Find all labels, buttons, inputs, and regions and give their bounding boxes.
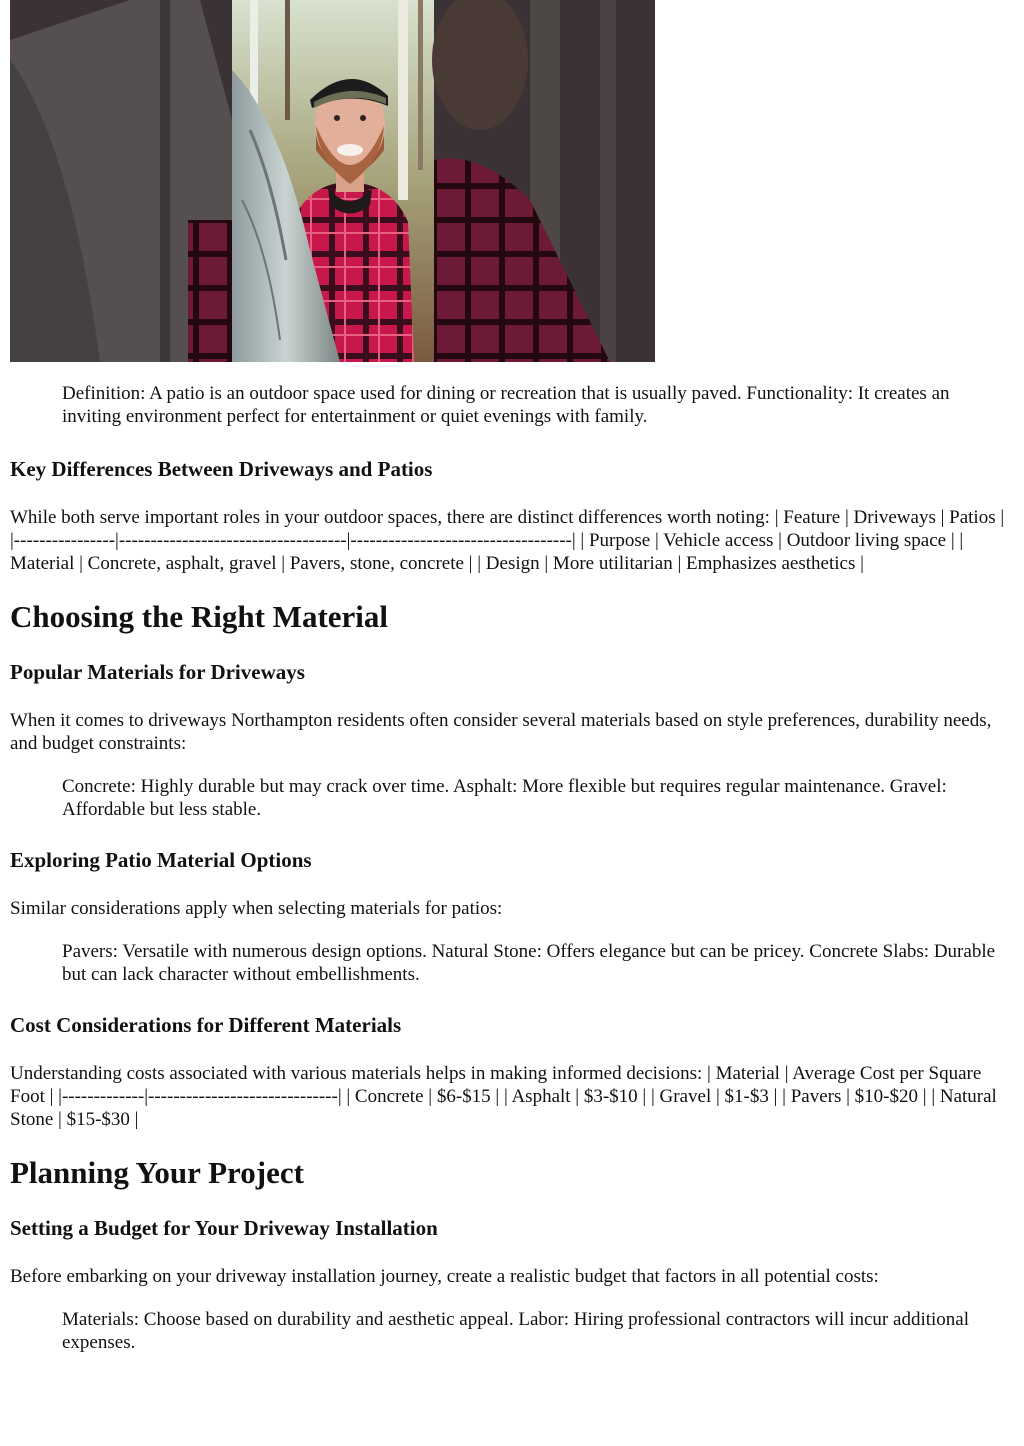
driveway-materials-intro: When it comes to driveways Northampton residents often consider several materials based on style preferences, durability needs, and budget constraints: (10, 710, 992, 754)
driveway-materials-list: Concrete: Highly durable but may crack over time. Asphalt: More flexible but requires regular maintenance. Gravel: Affordable but less stable. (62, 776, 947, 820)
driveway-materials-heading: Popular Materials for Driveways (10, 660, 305, 684)
patio-options-intro: Similar considerations apply when selecting materials for patios: (10, 898, 503, 919)
man-in-plaid-shirt-photo (10, 0, 655, 362)
budget-heading: Setting a Budget for Your Driveway Installation (10, 1216, 438, 1240)
planning-heading: Planning Your Project (10, 1155, 304, 1190)
cost-text: Understanding costs associated with various materials helps in making informed decisions: | Material | Average Cost per Square Foot | |-------------|------------------------------| | Concrete | $6-$15 | | Asphalt | $3-$10 | | Gravel | $1-$3 | | Pavers | $10-$20 | | Natural Stone | $15-$30 | (10, 1063, 997, 1130)
budget-intro: Before embarking on your driveway installation journey, create a realistic budget that factors in all potential costs: (10, 1266, 879, 1287)
patio-options-list: Pavers: Versatile with numerous design options. Natural Stone: Offers elegance but can be pricey. Concrete Slabs: Durable but can lack character without embellishments. (62, 941, 996, 985)
choosing-material-heading: Choosing the Right Material (10, 599, 389, 634)
cost-heading: Cost Considerations for Different Materials (10, 1013, 402, 1037)
patio-definition: Definition: A patio is an outdoor space used for dining or recreation that is usually paved. Functionality: It creates an inviting environment perfect for entertainment or quiet evenings with family. (62, 383, 950, 427)
key-differences-text: While both serve important roles in your outdoor spaces, there are distinct differences worth noting: | Feature | Driveways | Patios | |----------------|------------------------------------|-----------------------------------| | Purpose | Vehicle access | Outdoor living space | | Material | Concrete, asphalt, gravel | Pavers, stone, concrete | | Design | More utilitarian | Emphasizes aesthetics | (10, 507, 1005, 574)
article-body (10, 382, 1010, 1354)
key-differences-heading: Key Differences Between Driveways and Patios (10, 457, 433, 481)
patio-options-heading: Exploring Patio Material Options (10, 848, 312, 872)
hero-photo (10, 0, 655, 362)
budget-list: Materials: Choose based on durability and aesthetic appeal. Labor: Hiring professional contractors will incur additional expenses. (62, 1309, 969, 1353)
